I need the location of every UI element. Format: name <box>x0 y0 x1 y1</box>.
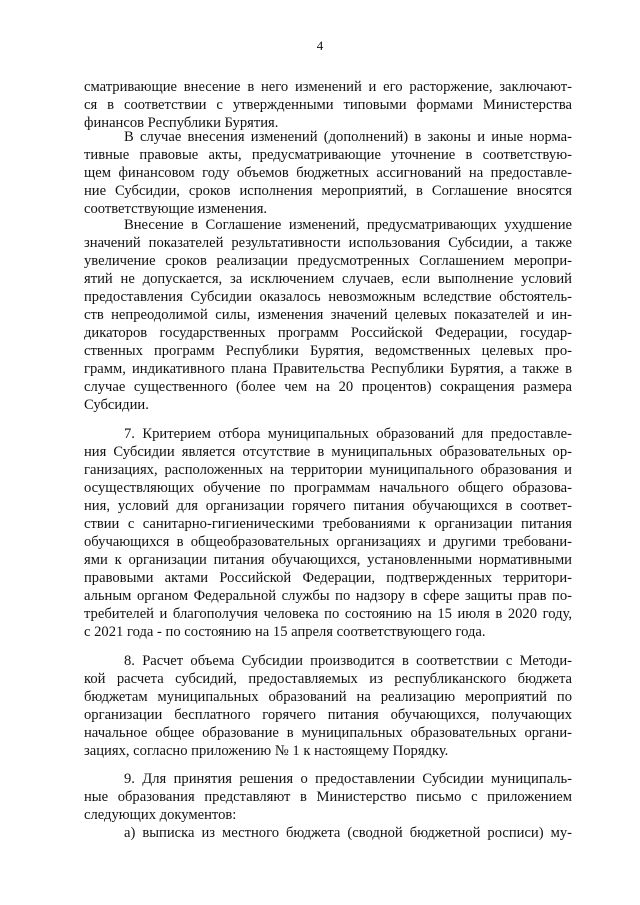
text-line: ятий не допускается, за исключением случаев, если выполнение условий <box>84 271 572 287</box>
text-line: ственных программ Республики Бурятия, ведомственных целевых про- <box>84 343 572 359</box>
text-line: грамм, индикативного плана Правительства Республики Бурятия, а также в <box>84 361 572 377</box>
text-line: значений показателей результативности использования Субсидии, а также <box>84 235 572 251</box>
text-line: сматривающие внесение в него изменений и его расторжение, заключают- <box>84 79 572 95</box>
text-line: 7. Критерием отбора муниципальных образований для предоставле- <box>124 426 572 442</box>
text-line: ния Субсидии является отсутствие в муниципальных образовательных ор- <box>84 444 572 460</box>
paragraph <box>84 652 572 760</box>
text-line: ния, условий для организации горячего питания обучающихся в соответ- <box>84 498 572 514</box>
paragraph <box>84 425 572 641</box>
text-line: финансов Республики Бурятия. <box>84 115 279 131</box>
text-line: ганизациях, расположенных на территории муниципального образования и <box>84 462 572 478</box>
text-line: Субсидии. <box>84 397 149 413</box>
text-line: начальное общее образование в муниципальных образовательных органи- <box>84 725 572 741</box>
text-line: тивные правовые акты, предусматривающие уточнение в соответствую- <box>84 147 572 163</box>
paragraph <box>84 770 572 824</box>
text-line: увеличение сроков реализации предусмотренных Соглашением меропри- <box>84 253 572 269</box>
text-line: дикаторов государственных программ Российской Федерации, государ- <box>84 325 572 341</box>
paragraph <box>84 216 572 414</box>
text-line: обучающихся в общеобразовательных организациях и другими требовани- <box>84 534 572 550</box>
text-line: с 2021 года - по состоянию на 15 апреля соответствующего года. <box>84 624 486 640</box>
text-line: Внесение в Соглашение изменений, предусматривающих ухудшение <box>124 217 572 233</box>
text-line: требителей и благополучия человека по состоянию на 15 июля в 2020 году, <box>84 606 572 622</box>
paragraph <box>84 78 572 132</box>
text-line: ствии с санитарно-гигиеническими требованиями к организации питания <box>84 516 572 532</box>
text-line: осуществляющих обучение по программам начального общего образова- <box>84 480 572 496</box>
text-line: случае существенного (более чем на 20 процентов) сокращения размера <box>84 379 572 395</box>
text-line: организации бесплатного горячего питания обучающихся, получающих <box>84 707 572 723</box>
text-line: кой расчета субсидий, предоставляемых из республиканского бюджета <box>84 671 572 687</box>
text-line: предоставления Субсидии оказалось невозможным вследствие обстоятель- <box>84 289 572 305</box>
text-line: а) выписка из местного бюджета (сводной бюджетной росписи) му- <box>124 825 572 841</box>
text-line: соответствующие изменения. <box>84 201 268 217</box>
text-line: щем финансовом году объемов бюджетных ассигнований на предоставле- <box>84 165 572 181</box>
text-line: ями к организации питания обучающихся, установленными нормативными <box>84 552 572 568</box>
text-line: 8. Расчет объема Субсидии производится в соответствии с Методи- <box>124 653 572 669</box>
text-line: ся в соответствии с утвержденными типовыми формами Министерства <box>84 97 572 113</box>
text-line: ние Субсидии, сроков исполнения мероприятий, в Соглашение вносятся <box>84 183 572 199</box>
paragraph <box>84 128 572 218</box>
text-line: 9. Для принятия решения о предоставлении Субсидии муниципаль- <box>124 771 572 787</box>
text-line: правовыми актами Российской Федерации, подтвержденных территори- <box>84 570 572 586</box>
text-line: бюджетам муниципальных образований на реализацию мероприятий по <box>84 689 572 705</box>
text-line: В случае внесения изменений (дополнений) в законы и иные норма- <box>124 129 572 145</box>
text-line: ств непреодолимой силы, изменения значений целевых показателей и ин- <box>84 307 572 323</box>
text-line: альным органом Федеральной службы по надзору в сфере защиты прав по- <box>84 588 572 604</box>
text-line: зациях, согласно приложению № 1 к настоящему Порядку. <box>84 743 449 759</box>
page-number: 4 <box>316 38 324 53</box>
text-line: следующих документов: <box>84 807 237 823</box>
paragraph <box>84 824 572 842</box>
text-line: ные образования представляют в Министерство письмо с приложением <box>84 789 572 805</box>
